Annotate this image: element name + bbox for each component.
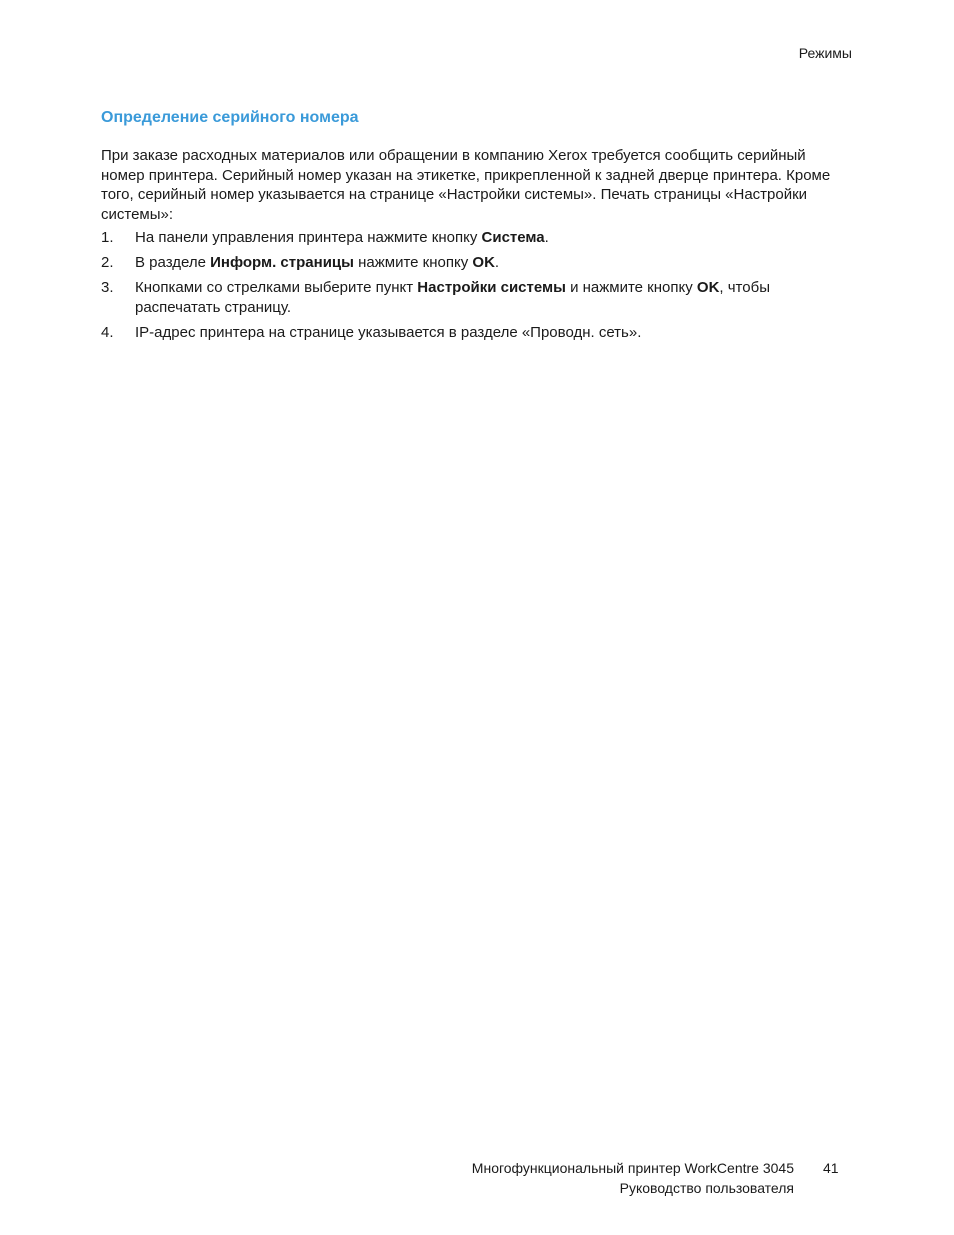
footer-guide-name: Руководство пользователя xyxy=(619,1180,794,1196)
step-bold-term: Информ. страницы xyxy=(210,254,354,271)
step-bold-term: Настройки системы xyxy=(417,279,566,296)
step-text: IP-адрес принтера на странице указывается в разделе «Проводн. сеть». xyxy=(135,323,642,341)
steps-list xyxy=(101,228,846,348)
step-number: 1. xyxy=(101,229,114,246)
list-item xyxy=(101,323,846,343)
section-title: Определение серийного номера xyxy=(101,109,359,126)
intro-paragraph: При заказе расходных материалов или обращении в компанию Xerox требуется сообщить серийный номер принтера. Серийный номер указан на этикетке, прикрепленной к задней дверце принтера. Кроме того, серийный номер указывается на странице «Настройки системы». Печать страницы «Настройки системы»: xyxy=(101,147,831,223)
step-text: и нажмите кнопку xyxy=(565,279,697,296)
step-bold-term: OK xyxy=(472,254,495,271)
step-text: В разделе xyxy=(135,254,211,271)
step-text: . xyxy=(494,254,500,271)
footer-product-name: Многофункциональный принтер WorkCentre 3045 xyxy=(471,1160,794,1176)
step-number: 2. xyxy=(101,254,114,271)
step-text: нажмите кнопку xyxy=(353,254,473,271)
list-item xyxy=(101,253,846,273)
step-text: . xyxy=(544,229,549,246)
step-bold-term: OK xyxy=(696,279,720,296)
step-number: 3. xyxy=(101,279,114,296)
step-text: Кнопками со стрелками выберите пункт xyxy=(135,279,418,296)
list-item xyxy=(101,228,846,248)
step-bold-term: Система xyxy=(481,229,545,246)
step-text: , чтобы распечатать страницу. xyxy=(135,279,770,316)
page-footer xyxy=(472,1158,794,1198)
running-header-section: Режимы xyxy=(798,45,852,61)
page-number: 41 xyxy=(823,1160,839,1176)
step-text: На панели управления принтера нажмите кнопку xyxy=(135,229,482,246)
list-item xyxy=(101,278,846,317)
step-number: 4. xyxy=(101,323,114,341)
